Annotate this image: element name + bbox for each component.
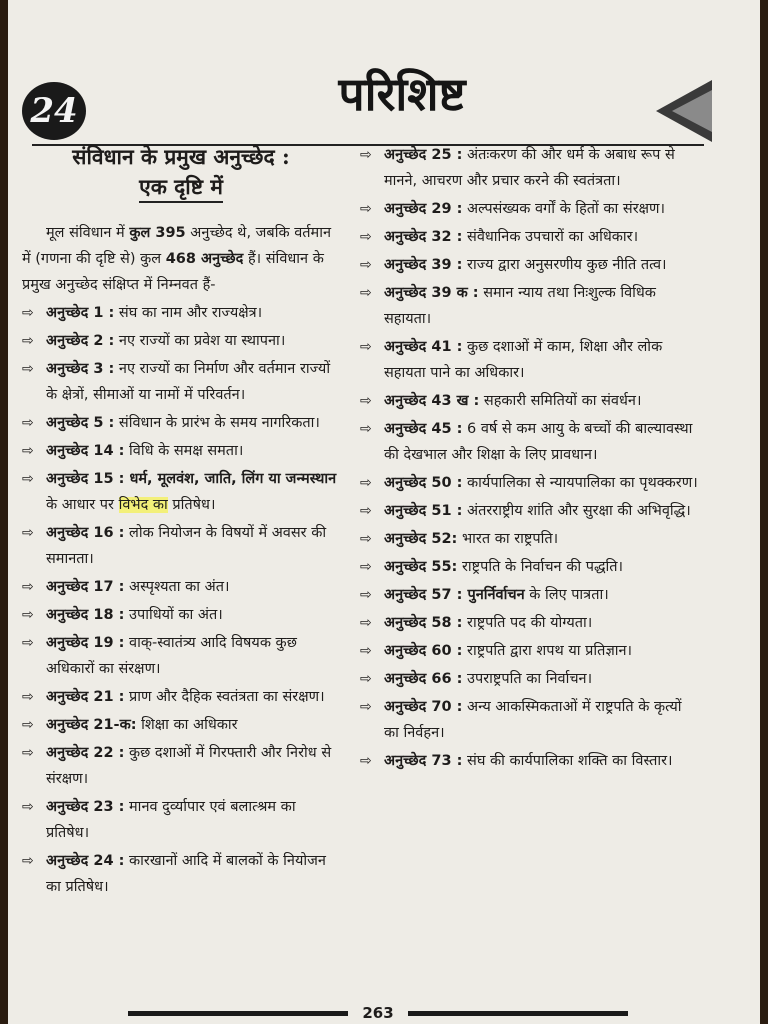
article-label: अनुच्छेद 1 : [46, 305, 115, 321]
arrow-bullet-icon: ⇨ [22, 853, 34, 869]
list-item [360, 252, 700, 278]
arrow-bullet-icon: ⇨ [360, 559, 372, 575]
article-text: अंतःकरण की और धर्म के अबाध रूप से मानने, आचरण और प्रचार करने की स्वतंत्रता। [384, 147, 675, 189]
list-item [360, 554, 700, 580]
arrow-bullet-icon: ⇨ [22, 305, 34, 321]
article-text: राष्ट्रपति पद की योग्यता। [462, 615, 593, 631]
article-text: समान न्याय तथा निःशुल्क विधिक सहायता। [384, 285, 656, 327]
right-column [360, 142, 700, 776]
article-label: अनुच्छेद 39 क : [384, 285, 479, 301]
article-bold-text: धर्म, मूलवंश, जाति, लिंग या जन्मस्थान [124, 471, 337, 487]
arrow-bullet-icon: ⇨ [360, 393, 372, 409]
arrow-bullet-icon: ⇨ [360, 339, 372, 355]
chapter-number-badge: 24 [22, 82, 86, 140]
list-item [22, 794, 340, 846]
article-label: अनुच्छेद 41 : [384, 339, 463, 355]
article-text: मानव दुर्व्यापार एवं बलात्श्रम का प्रतिषेध। [46, 799, 296, 841]
list-item [360, 498, 700, 524]
list-item [360, 196, 700, 222]
article-bold-text: पुनर्निर्वाचन [462, 587, 525, 603]
list-item [22, 684, 340, 710]
article-label: अनुच्छेद 3 : [46, 361, 115, 377]
section-title-line2: एक दृष्टि में [139, 174, 223, 203]
arrow-bullet-icon: ⇨ [360, 147, 372, 163]
article-label: अनुच्छेद 50 : [384, 475, 463, 491]
arrow-bullet-icon: ⇨ [360, 671, 372, 687]
list-item [360, 666, 700, 692]
list-item [22, 848, 340, 900]
arrow-bullet-icon: ⇨ [22, 635, 34, 651]
arrow-bullet-icon: ⇨ [22, 607, 34, 623]
article-label: अनुच्छेद 29 : [384, 201, 463, 217]
corner-arrow-icon [656, 80, 712, 142]
arrow-bullet-icon: ⇨ [360, 257, 372, 273]
arrow-bullet-icon: ⇨ [360, 615, 372, 631]
article-label: अनुच्छेद 23 : [46, 799, 125, 815]
article-label: अनुच्छेद 60 : [384, 643, 463, 659]
article-text: अल्पसंख्यक वर्गों के हितों का संरक्षण। [462, 201, 666, 217]
arrow-bullet-icon: ⇨ [360, 643, 372, 659]
arrow-bullet-icon: ⇨ [22, 799, 34, 815]
article-text: 6 वर्ष से कम आयु के बच्चों की बाल्यावस्था की देखभाल और शिक्षा के लिए प्रावधान। [384, 421, 693, 463]
list-item [360, 582, 700, 608]
article-text: अस्पृश्यता का अंत। [124, 579, 230, 595]
article-text: संघ की कार्यपालिका शक्ति का विस्तार। [462, 753, 673, 769]
article-text: के लिए पात्रता। [524, 587, 609, 603]
article-label: अनुच्छेद 17 : [46, 579, 125, 595]
highlighted-text: विभेद का [118, 497, 168, 513]
article-text: सहकारी समितियों का संवर्धन। [479, 393, 642, 409]
article-text: उपराष्ट्रपति का निर्वाचन। [462, 671, 593, 687]
arrow-bullet-icon: ⇨ [360, 201, 372, 217]
article-text: अन्य आकस्मिकताओं में राष्ट्रपति के कृत्यों का निर्वहन। [384, 699, 682, 741]
list-item [22, 602, 340, 628]
list-item [22, 712, 340, 738]
article-text: विधि के समक्ष समता। [124, 443, 244, 459]
article-text: प्राण और दैहिक स्वतंत्रता का संरक्षण। [124, 689, 325, 705]
article-label: अनुच्छेद 19 : [46, 635, 125, 651]
list-item [360, 224, 700, 250]
list-item [360, 748, 700, 774]
article-label: अनुच्छेद 66 : [384, 671, 463, 687]
article-text: कुछ दशाओं में गिरफ्तारी और निरोध से संरक्षण। [46, 745, 332, 787]
article-text: राष्ट्रपति द्वारा शपथ या प्रतिज्ञान। [462, 643, 633, 659]
arrow-bullet-icon: ⇨ [22, 525, 34, 541]
arrow-bullet-icon: ⇨ [360, 587, 372, 603]
intro-total-current: 468 अनुच्छेद [165, 251, 244, 267]
article-text: संघ का नाम और राज्यक्षेत्र। [114, 305, 263, 321]
article-label: अनुच्छेद 25 : [384, 147, 463, 163]
arrow-bullet-icon: ⇨ [360, 753, 372, 769]
list-item [22, 520, 340, 572]
arrow-bullet-icon: ⇨ [360, 531, 372, 547]
article-label: अनुच्छेद 73 : [384, 753, 463, 769]
article-text: प्रतिषेध। [167, 497, 216, 513]
article-text: राष्ट्रपति के निर्वाचन की पद्धति। [457, 559, 624, 575]
footer-bar-right [408, 1011, 628, 1016]
article-label: अनुच्छेद 43 ख : [384, 393, 480, 409]
article-label: अनुच्छेद 52: [384, 531, 458, 547]
arrow-bullet-icon: ⇨ [22, 333, 34, 349]
article-label: अनुच्छेद 39 : [384, 257, 463, 273]
list-item [360, 334, 700, 386]
list-item [360, 610, 700, 636]
article-label: अनुच्छेद 70 : [384, 699, 463, 715]
article-text: उपाधियों का अंत। [124, 607, 223, 623]
arrow-bullet-icon: ⇨ [360, 475, 372, 491]
list-item [360, 416, 700, 468]
list-item [22, 438, 340, 464]
article-text: कुछ दशाओं में काम, शिक्षा और लोक सहायता पाने का अधिकार। [384, 339, 663, 381]
article-text: के आधार पर [46, 497, 119, 513]
arrow-bullet-icon: ⇨ [22, 361, 34, 377]
arrow-bullet-icon: ⇨ [360, 503, 372, 519]
arrow-bullet-icon: ⇨ [360, 229, 372, 245]
arrow-bullet-icon: ⇨ [22, 717, 34, 733]
article-label: अनुच्छेद 45 : [384, 421, 463, 437]
list-item [22, 300, 340, 326]
article-label: अनुच्छेद 58 : [384, 615, 463, 631]
article-text: लोक नियोजन के विषयों में अवसर की समानता। [46, 525, 327, 567]
arrow-bullet-icon: ⇨ [22, 415, 34, 431]
article-text: भारत का राष्ट्रपति। [457, 531, 559, 547]
section-title-line1: संविधान के प्रमुख अनुच्छेद : [72, 144, 290, 169]
article-text: शिक्षा का अधिकार [136, 717, 238, 733]
article-text: संवैधानिक उपचारों का अधिकार। [462, 229, 639, 245]
list-item [360, 470, 700, 496]
list-item [360, 638, 700, 664]
article-label: अनुच्छेद 32 : [384, 229, 463, 245]
arrow-bullet-icon: ⇨ [360, 285, 372, 301]
list-item [22, 740, 340, 792]
list-item [360, 388, 700, 414]
list-item [22, 410, 340, 436]
arrow-bullet-icon: ⇨ [22, 443, 34, 459]
intro-text-2: अनुच्छेद थे, जबकि वर्तमान में (गणना की दृष्टि से) कुल [22, 225, 332, 267]
article-label: अनुच्छेद 14 : [46, 443, 125, 459]
list-item [360, 280, 700, 332]
arrow-bullet-icon: ⇨ [22, 689, 34, 705]
page-number: 263 [356, 1004, 400, 1022]
article-label: अनुच्छेद 24 : [46, 853, 125, 869]
article-text: राज्य द्वारा अनुसरणीय कुछ नीति तत्व। [462, 257, 667, 273]
arrow-bullet-icon: ⇨ [360, 699, 372, 715]
article-label: अनुच्छेद 2 : [46, 333, 115, 349]
article-label: अनुच्छेद 18 : [46, 607, 125, 623]
article-text: नए राज्यों का निर्माण और वर्तमान राज्यों के क्षेत्रों, सीमाओं या नामों में परिवर्तन। [46, 361, 331, 403]
article-label: अनुच्छेद 51 : [384, 503, 463, 519]
list-item [360, 694, 700, 746]
article-label: अनुच्छेद 15 : [46, 471, 125, 487]
intro-paragraph [22, 220, 340, 298]
article-text: कार्यपालिका से न्यायपालिका का पृथक्करण। [462, 475, 698, 491]
arrow-bullet-icon: ⇨ [22, 745, 34, 761]
article-label: अनुच्छेद 21 : [46, 689, 125, 705]
book-page [8, 0, 760, 1024]
article-label: अनुच्छेद 5 : [46, 415, 115, 431]
article-text: अंतरराष्ट्रीय शांति और सुरक्षा की अभिवृद्धि। [462, 503, 691, 519]
page-footer [128, 1004, 628, 1022]
article-label: अनुच्छेद 57 : [384, 587, 463, 603]
list-item [22, 328, 340, 354]
list-item [360, 142, 700, 194]
footer-bar-left [128, 1011, 348, 1016]
intro-total-original: कुल 395 [129, 225, 186, 241]
arrow-bullet-icon: ⇨ [22, 579, 34, 595]
section-title [22, 142, 340, 202]
intro-text-1: मूल संविधान में [46, 225, 130, 241]
article-label: अनुच्छेद 22 : [46, 745, 125, 761]
list-item [22, 356, 340, 408]
intro-text-3: हैं। संविधान के प्रमुख अनुच्छेद संक्षिप्त में निम्नवत हैं- [22, 251, 324, 293]
article-text: संविधान के प्रारंभ के समय नागरिकता। [114, 415, 320, 431]
arrow-bullet-icon: ⇨ [22, 471, 34, 487]
list-item [22, 630, 340, 682]
article-label: अनुच्छेद 55: [384, 559, 458, 575]
list-item [360, 526, 700, 552]
article-label: अनुच्छेद 16 : [46, 525, 125, 541]
article-text: नए राज्यों का प्रवेश या स्थापना। [114, 333, 286, 349]
left-column [22, 142, 340, 902]
list-item [22, 574, 340, 600]
article-text: कारखानों आदि में बालकों के नियोजन का प्रतिषेध। [46, 853, 326, 895]
article-label: अनुच्छेद 21-क: [46, 717, 137, 733]
list-item [22, 466, 340, 518]
arrow-bullet-icon: ⇨ [360, 421, 372, 437]
article-text: वाक्-स्वातंत्र्य आदि विषयक कुछ अधिकारों का संरक्षण। [46, 635, 297, 677]
chapter-title: परिशिष्ट [338, 67, 466, 121]
